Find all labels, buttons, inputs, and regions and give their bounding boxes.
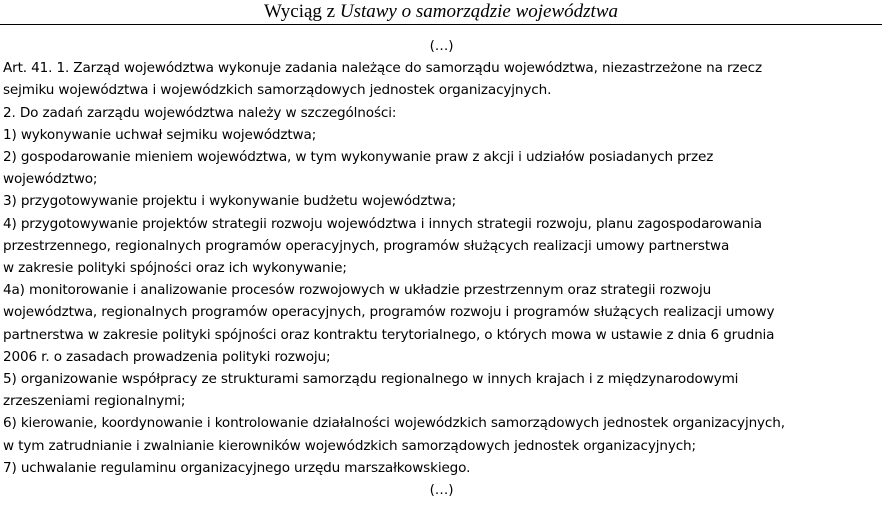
text-line: 4) przygotowywanie projektów strategii rozwoju województwa i innych strategii rozwoju, planu zagospodarowania (3, 215, 762, 232)
text-line: 6) kierowanie, koordynowanie i kontrolowanie działalności wojewódzkich samorządowych jednostek organizacyjnych, (3, 415, 785, 432)
ellipsis-top: (…) (429, 38, 454, 54)
text-line: 2. Do zadań zarządu województwa należy w szczególności: (3, 104, 397, 121)
text-line: województwo; (3, 171, 98, 188)
text-line: 1) wykonywanie uchwał sejmiku województwa; (3, 126, 317, 143)
text-line: partnerstwa w zakresie polityki spójności oraz kontraktu terytorialnego, o których mowa w ustawie z dnia 6 grudnia (3, 326, 775, 343)
text-line: w zakresie polityki spójności oraz ich wykonywanie; (3, 260, 347, 277)
text-line: 2) gospodarowanie mieniem województwa, w tym wykonywanie praw z akcji i udziałów posiadanych przez (3, 149, 714, 166)
text-line: 3) przygotowywanie projektu i wykonywanie budżetu województwa; (3, 193, 457, 210)
text-line: województwa, regionalnych programów operacyjnych, programów rozwoju i programów służących realizacji umowy (3, 304, 775, 321)
text-line: sejmiku województwa i wojewódzkich samorządowych jednostek organizacyjnych. (3, 82, 552, 99)
text-line: 4a) monitorowanie i analizowanie procesów rozwojowych w układzie przestrzennym oraz strategii rozwoju (3, 282, 712, 299)
document-body (0, 25, 882, 501)
text-line: 2006 r. o zasadach prowadzenia polityki rozwoju; (3, 348, 331, 365)
header-title: Ustawy o samorządzie województwa (339, 1, 619, 22)
text-line: Art. 41. 1. Zarząd województwa wykonuje zadania należące do samorządu województwa, niezastrzeżone na rzecz (3, 60, 762, 77)
text-line: zrzeszeniami regionalnymi; (3, 393, 186, 410)
text-line: 5) organizowanie współpracy ze strukturami samorządu regionalnego w innych krajach i z międzynarodowymi (3, 371, 739, 388)
ellipsis-bottom: (…) (429, 482, 454, 499)
text-line: przestrzennego, regionalnych programów operacyjnych, programów służących realizacji umowy partnerstwa (3, 237, 730, 254)
text-line: w tym zatrudnianie i zwalnianie kierowników wojewódzkich samorządowych jednostek organizacyjnych; (3, 437, 696, 454)
document-header (0, 0, 882, 25)
text-line: 7) uchwalanie regulaminu organizacyjnego urzędu marszałkowskiego. (3, 459, 471, 476)
header-prefix: Wyciąg z (263, 1, 340, 22)
